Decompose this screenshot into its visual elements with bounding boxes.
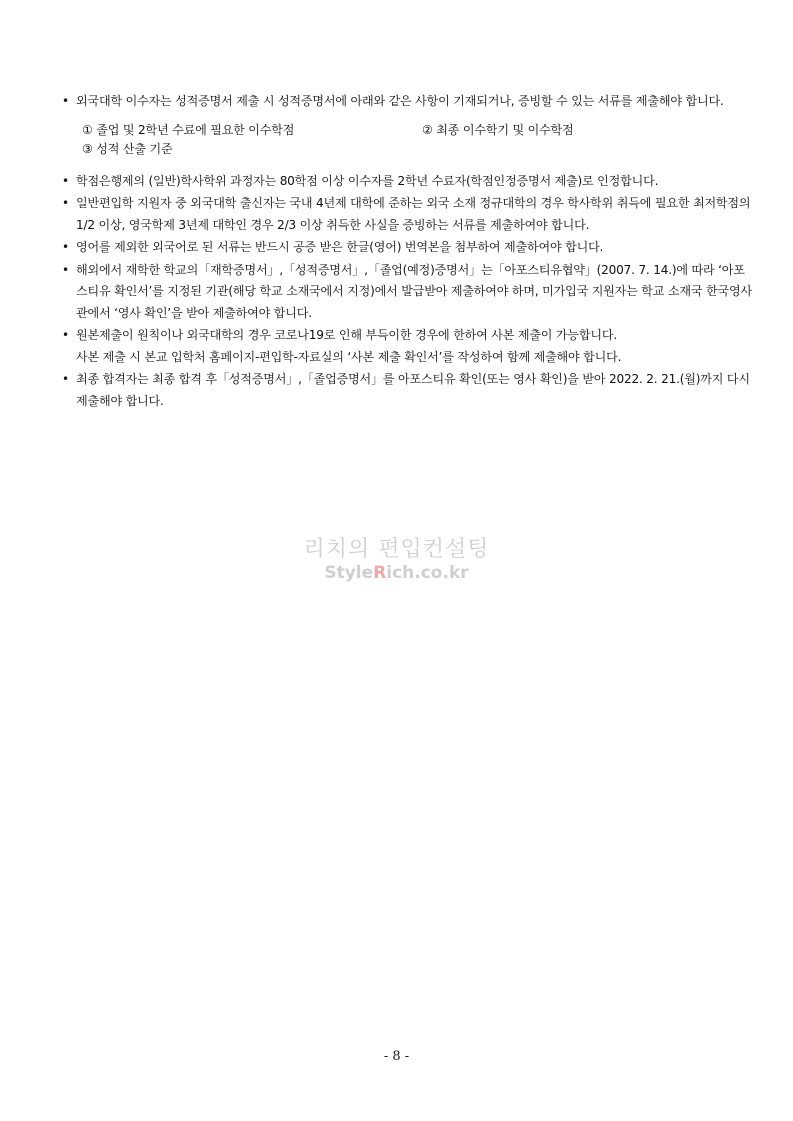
sub-item-credits: ① 졸업 및 2학년 수료에 필요한 이수학점 [82, 122, 295, 137]
list-item-text: 외국대학 이수자는 성적증명서 제출 시 성적증명서에 아래와 같은 사항이 기재되거나, 증빙할 수 있는 서류를 제출해야 합니다. [76, 94, 724, 108]
sub-row [82, 121, 752, 141]
list-item-credit-bank [62, 171, 752, 193]
list-item-text: 해외에서 재학한 학교의「재학증명서」,「성적증명서」,「졸업(예정)증명서」는「아포스티유협약」(2007. 7. 14.)에 따라 ‘아포스티유 확인서’를 지정된 기관(해당 학교 소재국에서 지정)에서 발급받아 제출하여야 하며, 미가입국 지원자는 학교 소재국 한국영사관에서 ‘영사 확인’을 받아 제출하여야 합니다. [76, 262, 752, 320]
sub-items [82, 121, 752, 160]
list-item-apostille [62, 260, 752, 325]
list-item-copy-submission [62, 325, 752, 368]
watermark-site-prefix: Style [324, 563, 374, 583]
watermark-site [0, 563, 793, 583]
sub-item-final-term: ② 최종 이수학기 및 이수학점 [422, 122, 574, 137]
requirements-list [62, 91, 752, 413]
list-item-text: 최종 합격자는 최종 합격 후「성적증명서」,「졸업증명서」를 아포스티유 확인(또는 영사 확인)을 받아 2022. 2. 21.(월)까지 다시 제출해야 합니다. [76, 372, 750, 408]
list-item-general-transfer [62, 193, 752, 236]
list-item-text: 학점은행제의 (일반)학사학위 과정자는 80학점 이상 이수자를 2학년 수료자(학점인정증명서 제출)로 인정합니다. [76, 173, 659, 188]
page-number: - 8 - [383, 1049, 410, 1064]
watermark-site-suffix: ich.co.kr [386, 563, 469, 583]
list-item-text-continued: 사본 제출 시 본교 입학처 홈페이지-편입학-자료실의 ‘사본 제출 확인서’를 작성하여 함께 제출해야 합니다. [76, 349, 622, 364]
list-item-final-admission [62, 369, 752, 412]
watermark-site-accent: R [373, 563, 387, 583]
list-item-text: 원본제출이 원칙이나 외국대학의 경우 코로나19로 인해 부득이한 경우에 한하여 사본 제출이 가능합니다. [76, 328, 617, 342]
list-item-translation [62, 237, 752, 259]
watermark-korean: 리치의 편입컨설팅 [303, 537, 490, 562]
list-item-text: 영어를 제외한 외국어로 된 서류는 반드시 공증 받은 한글(영어) 번역본을 첨부하여 제출하여야 합니다. [76, 240, 604, 254]
list-item-foreign-transcript [62, 91, 752, 160]
sub-item-grading: ③ 성적 산출 기준 [82, 142, 173, 156]
list-item-text: 일반편입학 지원자 중 외국대학 출신자는 국내 4년제 대학에 준하는 외국 소재 정규대학의 경우 학사학위 취득에 필요한 최저학점의 1/2 이상, 영국학제 3년제 대학인 경우 2/3 이상 취득한 사실을 증빙하는 서류를 제출하여야 합니다. [76, 196, 751, 232]
